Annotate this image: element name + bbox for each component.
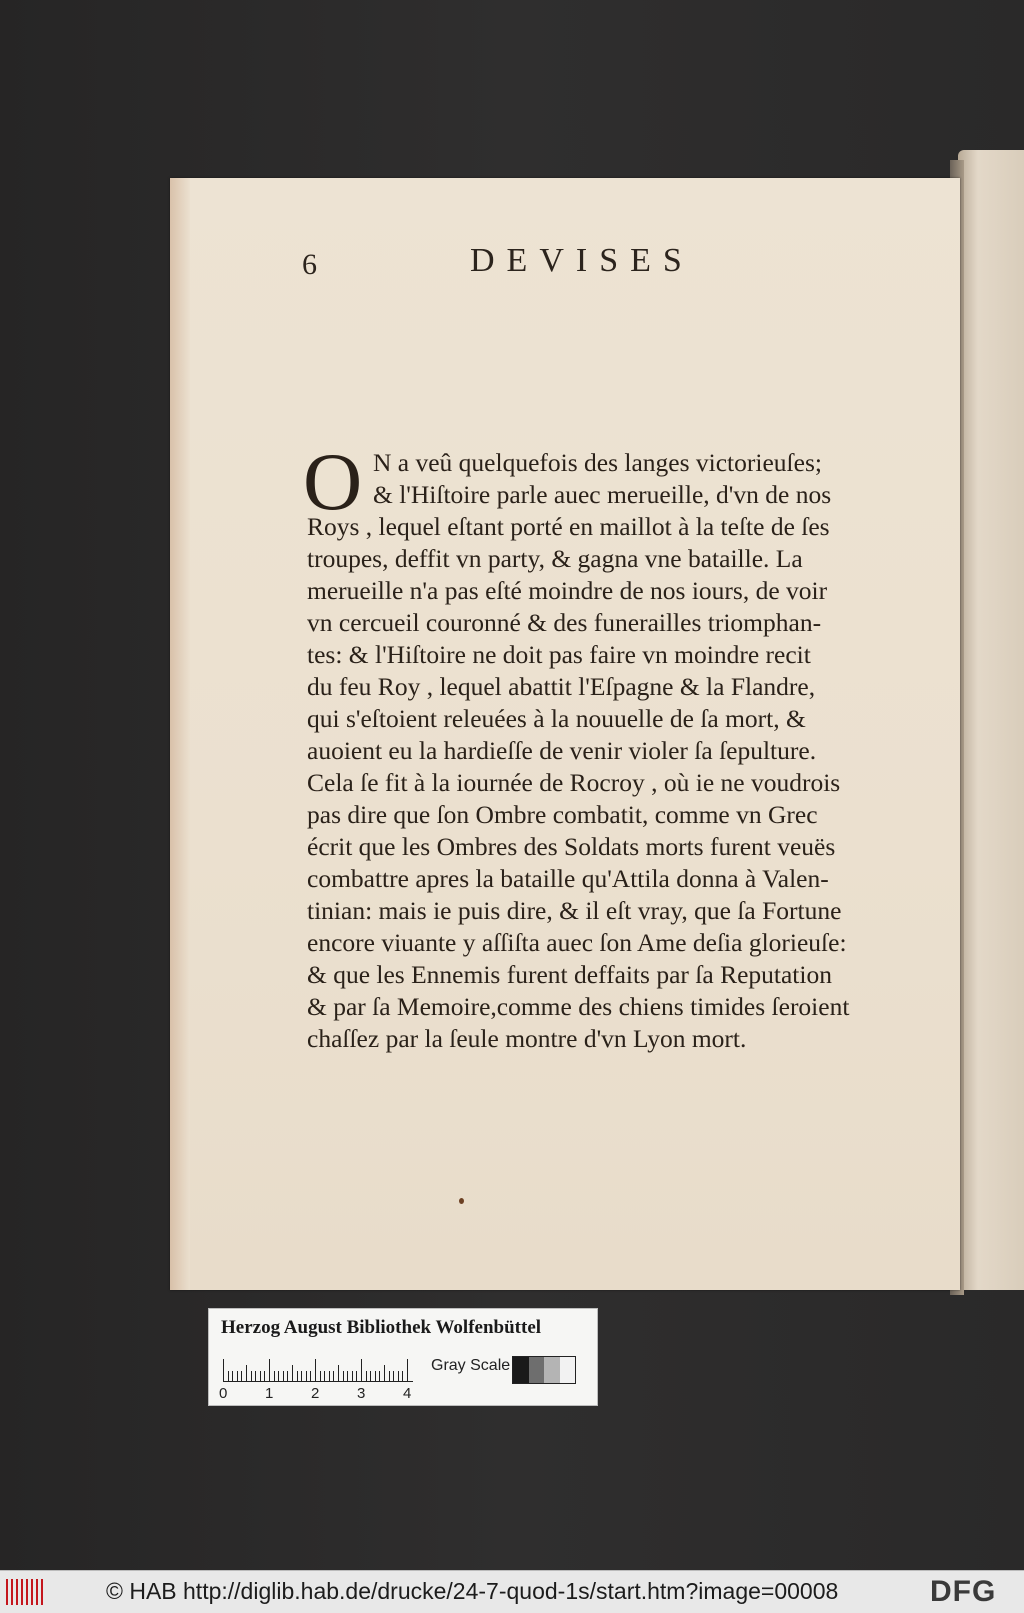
ruler-tick bbox=[301, 1371, 302, 1381]
text-line: & que les Ennemis furent deffaits par ſa Reputation bbox=[307, 960, 832, 989]
text-line: troupes, deffit vn party, & gagna vne bataille. La bbox=[307, 544, 803, 573]
ruler-tick bbox=[393, 1371, 394, 1381]
ruler-number: 2 bbox=[311, 1385, 320, 1402]
scale-ruler bbox=[223, 1357, 413, 1382]
dfg-logo: DFG bbox=[930, 1575, 997, 1608]
ruler-tick bbox=[352, 1371, 353, 1381]
show-through-text bbox=[300, 275, 900, 425]
ruler-tick bbox=[361, 1359, 362, 1381]
gray-swatch bbox=[529, 1357, 545, 1383]
text-line: tes: & l'Hiſtoire ne doit pas faire vn moindre recit bbox=[307, 640, 811, 669]
text-line: vn cercueil couronné & des funerailles triomphan- bbox=[307, 608, 822, 637]
text-line: combattre apres la bataille qu'Attila donna à Valen- bbox=[307, 864, 829, 893]
ruler-tick bbox=[407, 1359, 408, 1381]
ruler-tick bbox=[306, 1371, 307, 1381]
ruler-number: 0 bbox=[219, 1385, 228, 1402]
text-line: & par ſa Memoire,comme des chiens timides ſeroient bbox=[307, 992, 850, 1021]
ink-spot bbox=[459, 1198, 464, 1204]
ruler-tick bbox=[246, 1365, 247, 1381]
text-line: pas dire que ſon Ombre combatit, comme vn Grec bbox=[307, 800, 818, 829]
ruler-tick bbox=[255, 1371, 256, 1381]
text-line: N a veû quelquefois des langes victorieuſes; bbox=[373, 448, 822, 477]
ruler-tick bbox=[287, 1371, 288, 1381]
ruler-tick bbox=[398, 1371, 399, 1381]
text-line: qui s'eſtoient releuées à la nouuelle de ſa mort, & bbox=[307, 704, 806, 733]
text-line: encore viuante y aſſiſta auec ſon Ame deſia glorieuſe: bbox=[307, 928, 847, 957]
ruler-tick bbox=[329, 1371, 330, 1381]
ruler-tick bbox=[338, 1365, 339, 1381]
ruler-tick bbox=[292, 1365, 293, 1381]
ruler-tick bbox=[370, 1371, 371, 1381]
ruler-tick bbox=[310, 1371, 311, 1381]
color-calibration-card bbox=[208, 1308, 598, 1406]
ruler-numbers bbox=[219, 1385, 419, 1401]
page-gutter-shadow bbox=[170, 178, 190, 1290]
ruler-tick bbox=[228, 1371, 229, 1381]
running-head: DEVISES bbox=[470, 242, 694, 279]
facing-page-edge bbox=[958, 150, 1024, 1290]
ruler-tick bbox=[320, 1371, 321, 1381]
card-title: Herzog August Bibliothek Wolfenbüttel bbox=[221, 1317, 542, 1338]
ruler-tick bbox=[260, 1371, 261, 1381]
text-line: chaſſez par la ſeule montre d'vn Lyon mort. bbox=[307, 1024, 747, 1053]
ruler-tick bbox=[333, 1371, 334, 1381]
text-line: & l'Hiſtoire parle auec merueille, d'vn de nos bbox=[373, 480, 832, 509]
ruler-tick bbox=[283, 1371, 284, 1381]
ruler-number: 3 bbox=[357, 1385, 366, 1402]
gray-scale-strip bbox=[512, 1356, 576, 1384]
footer-copyright-link[interactable]: © HAB http://diglib.hab.de/drucke/24-7-quod-1s/start.htm?image=00008 bbox=[106, 1578, 839, 1604]
ruler-tick bbox=[356, 1371, 357, 1381]
gray-swatch bbox=[513, 1357, 529, 1383]
ruler-tick bbox=[297, 1371, 298, 1381]
ruler-tick bbox=[241, 1371, 242, 1381]
ruler-tick bbox=[402, 1371, 403, 1381]
text-line: tinian: mais ie puis dire, & il eſt vray, que ſa Fortune bbox=[307, 896, 842, 925]
gray-swatch bbox=[560, 1357, 576, 1383]
ruler-tick bbox=[343, 1371, 344, 1381]
ruler-tick bbox=[347, 1371, 348, 1381]
text-line: merueille n'a pas eſté moindre de nos iours, de voir bbox=[307, 576, 828, 605]
ruler-tick bbox=[375, 1371, 376, 1381]
ruler-tick bbox=[269, 1359, 270, 1381]
text-line: auoient eu la hardieſſe de venir violer ſa ſepulture. bbox=[307, 736, 817, 765]
footer-bar bbox=[0, 1570, 1024, 1613]
ruler-tick bbox=[324, 1371, 325, 1381]
gray-scale-label: Gray Scale bbox=[431, 1357, 511, 1374]
ruler-number: 4 bbox=[403, 1385, 412, 1402]
text-line: Cela ſe fit à la iournée de Rocroy , où ie ne voudrois bbox=[307, 768, 841, 797]
text-line: écrit que les Ombres des Soldats morts furent veuës bbox=[307, 832, 836, 861]
body-text bbox=[303, 436, 895, 1055]
ruler-tick bbox=[251, 1371, 252, 1381]
ruler-tick bbox=[366, 1371, 367, 1381]
page-number: 6 bbox=[302, 248, 317, 281]
ruler-tick bbox=[223, 1359, 224, 1381]
ruler-number: 1 bbox=[265, 1385, 274, 1402]
ruler-tick bbox=[232, 1371, 233, 1381]
ruler-tick bbox=[237, 1371, 238, 1381]
ruler-tick bbox=[379, 1371, 380, 1381]
ruler-tick bbox=[384, 1365, 385, 1381]
ruler-tick bbox=[389, 1371, 390, 1381]
hab-barcode-icon bbox=[6, 1579, 46, 1605]
text-line: du feu Roy , lequel abattit l'Eſpagne & la Flandre, bbox=[307, 672, 816, 701]
gray-swatch bbox=[544, 1357, 560, 1383]
ruler-tick bbox=[278, 1371, 279, 1381]
ruler-tick bbox=[264, 1371, 265, 1381]
ruler-tick bbox=[315, 1359, 316, 1381]
drop-cap: O bbox=[303, 436, 363, 527]
ruler-tick bbox=[274, 1371, 275, 1381]
text-line: Roys , lequel eſtant porté en maillot à la teſte de ſes bbox=[307, 512, 830, 541]
